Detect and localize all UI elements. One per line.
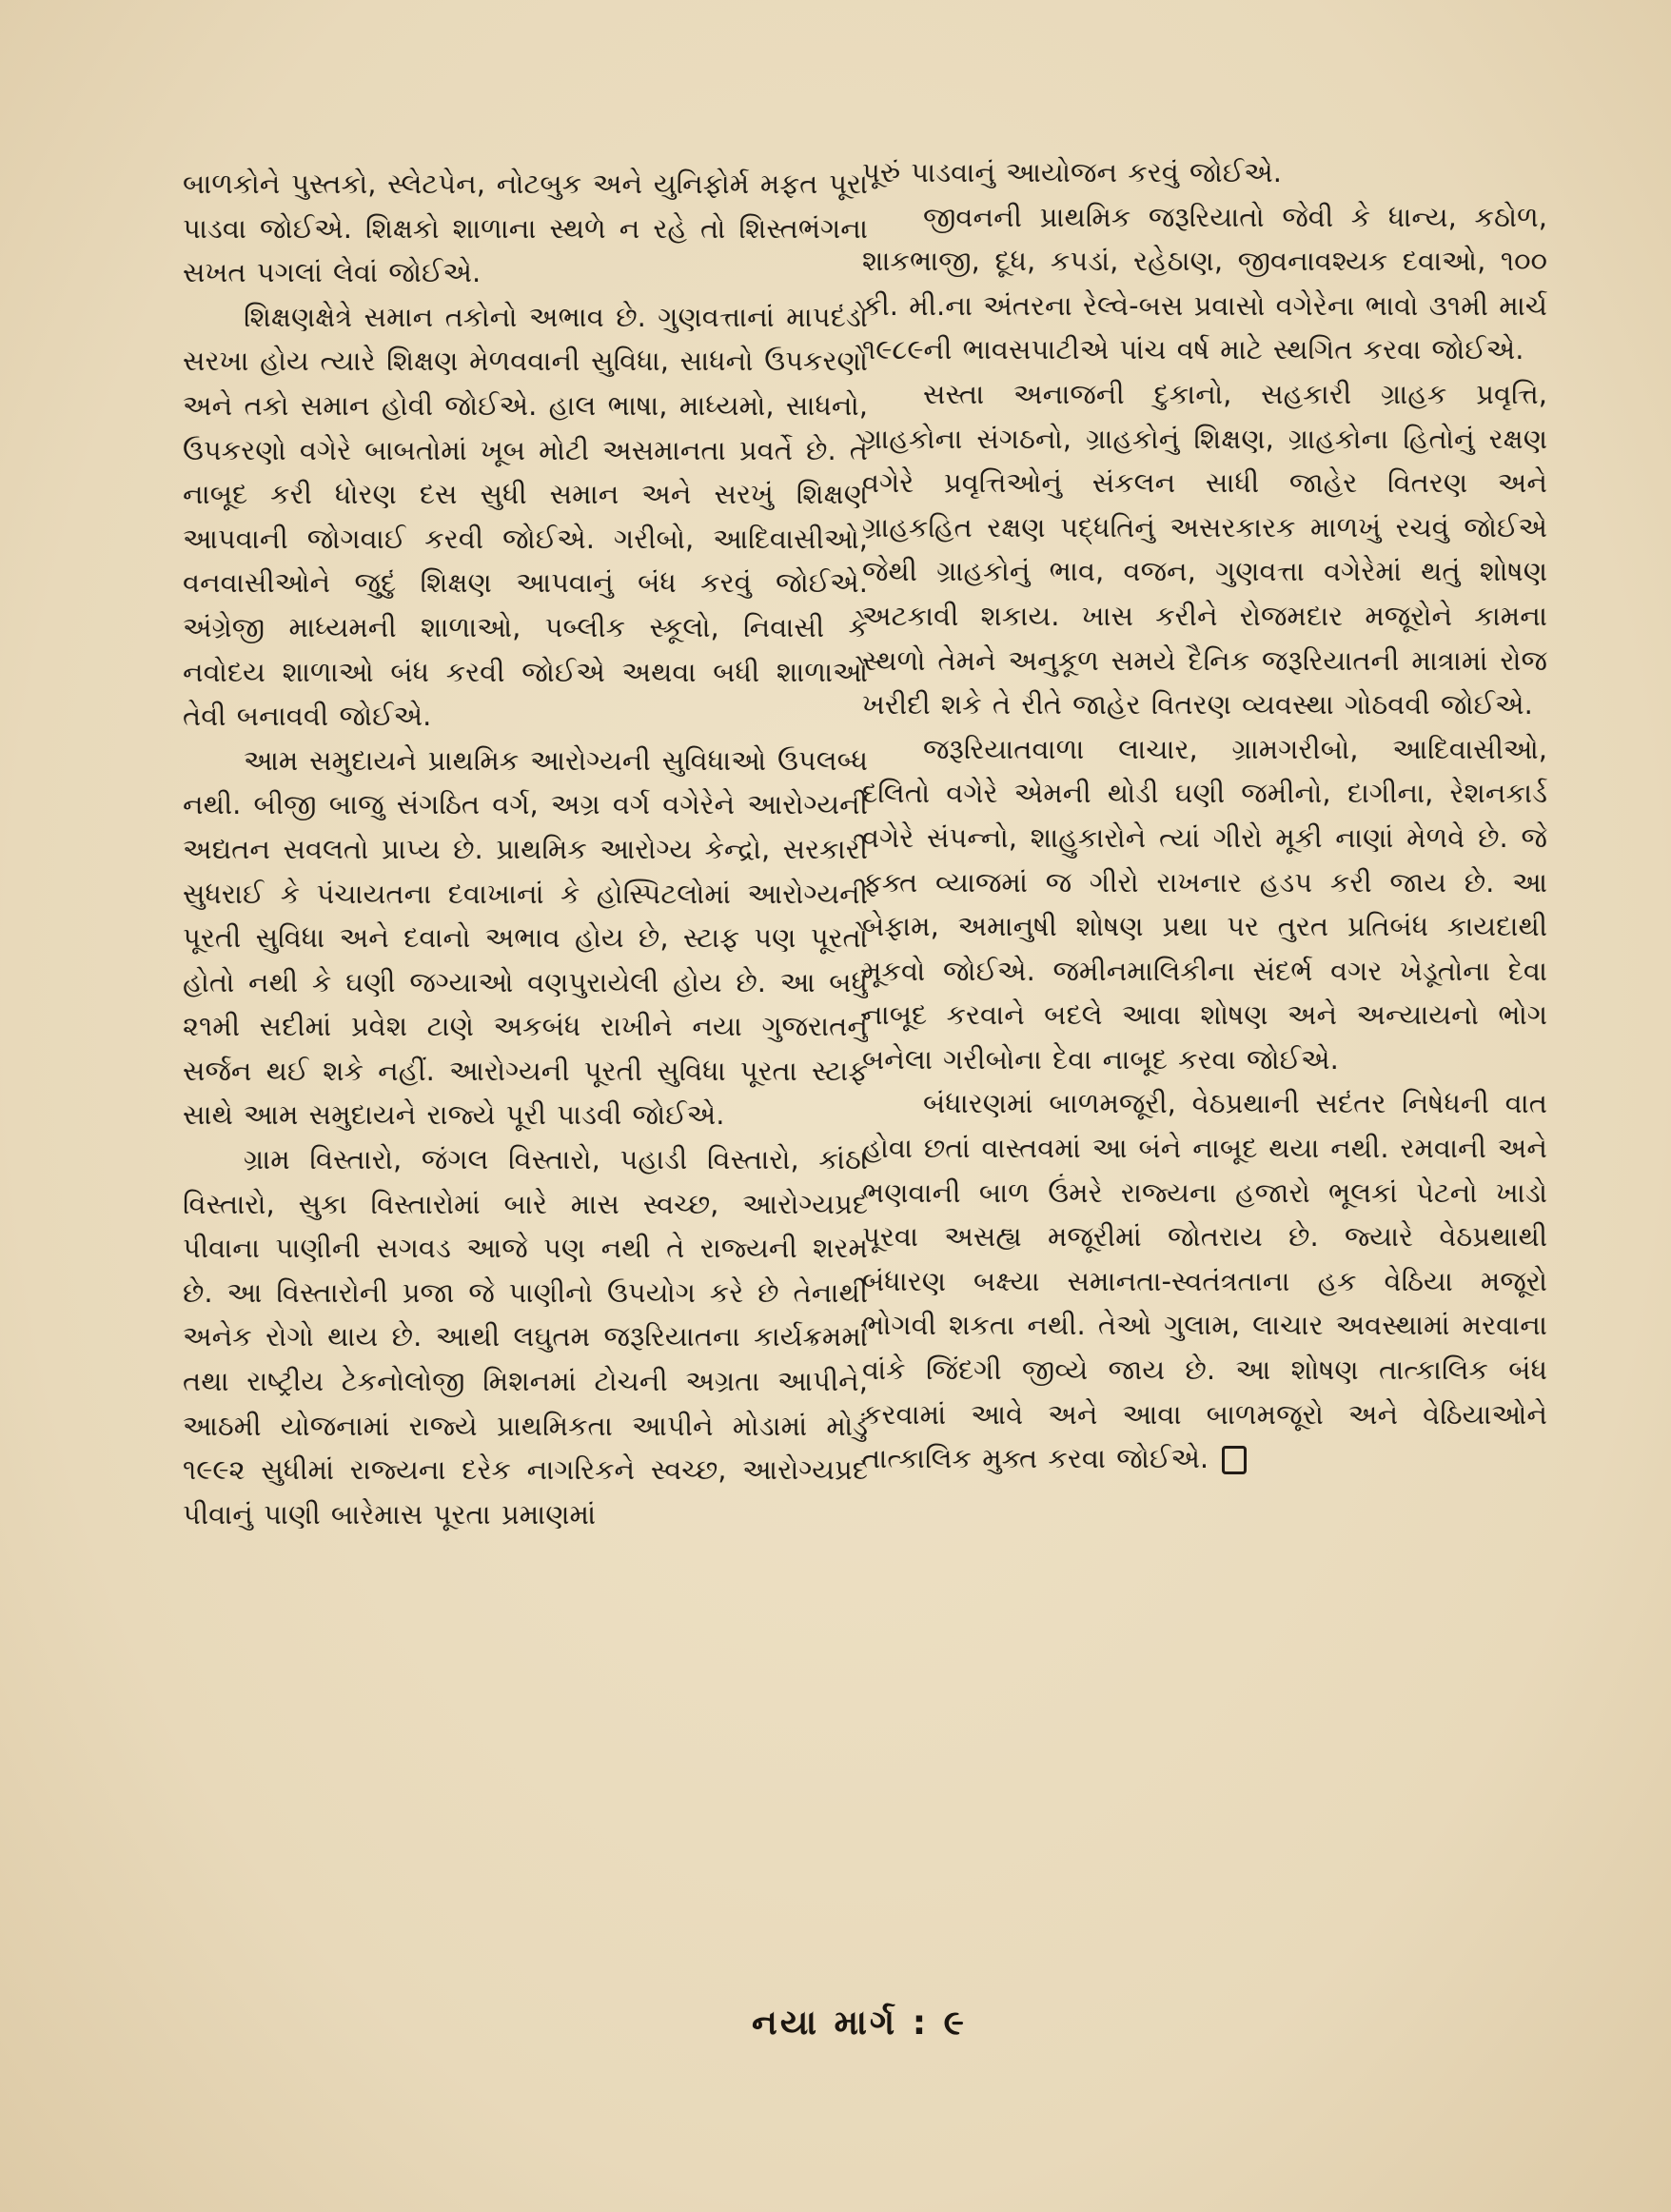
paragraph: શિક્ષણક્ષેત્રે સમાન તકોનો અભાવ છે. ગુણવત્તાનાં માપદંડો સરખા હોય ત્યારે શિક્ષણ મેળવવાની સુવિધા, સાધનો ઉપકરણો અને તકો સમાન હોવી જોઈએ. હાલ ભાષા, માધ્યમો, સાધનો, ઉપકરણો વગેરે બાબતોમાં ખૂબ મોટી અસમાનતા પ્રવર્તે છે. તે નાબૂદ કરી ધોરણ દસ સુધી સમાન અને સરખું શિક્ષણ આપવાની જોગવાઈ કરવી જોઈએ. ગરીબો, આદિવાસીઓ, વનવાસીઓને જુદું શિક્ષણ આપવાનું બંધ કરવું જોઈએ. અંગ્રેજી માધ્યમની શાળાઓ, પબ્લીક સ્કૂલો, નિવાસી કે નવોદય શાળાઓ બંધ કરવી જોઈએ અથવા બધી શાળાઓ તેવી બનાવવી જોઈએ. xyxy=(183,300,868,733)
paragraph: જીવનની પ્રાથમિક જરૂરિયાતો જેવી કે ધાન્ય, કઠોળ, શાકભાજી, દૂધ, કપડાં, રહેઠાણ, જીવનાવશ્યક દવાઓ, ૧૦૦ કી. મી.ના અંતરના રેલ્વે-બસ પ્રવાસો વગેરેના ભાવો ૩૧મી માર્ચ ૧૯૮૯ની ભાવસપાટીએ પાંચ વર્ષ માટે સ્થગિત કરવા જોઈએ. xyxy=(862,200,1547,366)
paragraph-last xyxy=(862,1081,1547,1480)
paragraph: પૂરું પાડવાનું આયોજન કરવું જોઈએ. xyxy=(862,156,1282,188)
paragraph: જરૂરિયાતવાળા લાચાર, ગ્રામગરીબો, આદિવાસીઓ, દલિતો વગેરે એમની થોડી ઘણી જમીનો, દાગીના, રેશનકાર્ડ વગેરે સંપન્નો, શાહુકારોને ત્યાં ગીરો મૂકી નાણાં મેળવે છે. જે ફક્ત વ્યાજમાં જ ગીરો રાખનાર હડપ કરી જાય છે. આ બેફામ, અમાનુષી શોષણ પ્રથા પર તુરત પ્રતિબંધ કાયદાથી મૂકવો જોઈએ. જમીનમાલિકીના સંદર્ભ વગર ખેડૂતોના દેવા નાબૂદ કરવાને બદલે આવા શોષણ અને અન્યાયનો ભોગ બનેલા ગરીબોના દેવા નાબૂદ કરવા જોઈએ. xyxy=(862,732,1547,1076)
paragraph: આમ સમુદાયને પ્રાથમિક આરોગ્યની સુવિધાઓ ઉપલબ્ધ નથી. બીજી બાજુ સંગઠિત વર્ગ, અગ્ર વર્ગ વગેરેને આરોગ્યની અદ્યતન સવલતો પ્રાપ્ય છે. પ્રાથમિક આરોગ્ય કેન્દ્રો, સરકારી સુધરાઈ કે પંચાયતના દવાખાનાં કે હોસ્પિટલોમાં આરોગ્યની પૂરતી સુવિધા અને દવાનો અભાવ હોય છે, સ્ટાફ પણ પૂરતો હોતો નથી કે ઘણી જગ્યાઓ વણપુરાયેલી હોય છે. આ બધું ૨૧મી સદીમાં પ્રવેશ ટાણે અકબંધ રાખીને નયા ગુજરાતનું સર્જન થઈ શકે નહીં. આરોગ્યની પૂરતી સુવિધા પૂરતા સ્ટાફ સાથે આમ સમુદાયને રાજ્યે પૂરી પાડવી જોઈએ. xyxy=(183,743,868,1132)
paragraph: સસ્તા અનાજની દુકાનો, સહકારી ગ્રાહક પ્રવૃત્તિ, ગ્રાહકોના સંગઠનો, ગ્રાહકોનું શિક્ષણ, ગ્રાહકોના હિતોનું રક્ષણ વગેરે પ્રવૃત્તિઓનું સંકલન સાધી જાહેર વિતરણ અને ગ્રાહકહિત રક્ષણ પદ્ધતિનું અસરકારક માળખું રચવું જોઈએ જેથી ગ્રાહકોનું ભાવ, વજન, ગુણવત્તા વગેરેમાં થતું શોષણ અટકાવી શકાય. ખાસ કરીને રોજમદાર મજૂરોને કામના સ્થળો તેમને અનુકૂળ સમયે દૈનિક જરૂરિયાતની માત્રામાં રોજ ખરીદી શકે તે રીતે જાહેર વિતરણ વ્યવસ્થા ગોઠવવી જોઈએ. xyxy=(862,377,1547,721)
end-of-article-icon xyxy=(1222,1446,1247,1474)
left-column xyxy=(183,162,868,1951)
paragraph: ગ્રામ વિસ્તારો, જંગલ વિસ્તારો, પહાડી વિસ્તારો, કાંઠા વિસ્તારો, સુકા વિસ્તારોમાં બારે માસ સ્વચ્છ, આરોગ્યપ્રદ પીવાના પાણીની સગવડ આજે પણ નથી તે રાજ્યની શરમ છે. આ વિસ્તારોની પ્રજા જે પાણીનો ઉપયોગ કરે છે તેનાથી અનેક રોગો થાય છે. આથી લઘુતમ જરૂરિયાતના કાર્યક્રમમાં તથા રાષ્ટ્રીય ટેકનોલોજી મિશનમાં ટોચની અગ્રતા આપીને, આઠમી યોજનામાં રાજ્યે પ્રાથમિકતા આપીને મોડામાં મોડું ૧૯૯૨ સુધીમાં રાજ્યના દરેક નાગરિકને સ્વચ્છ, આરોગ્યપ્રદ પીવાનું પાણી બારેમાસ પૂરતા પ્રમાણમાં xyxy=(183,1143,868,1531)
paragraph-text: બંધારણમાં બાળમજૂરી, વેઠપ્રથાની સદંતર નિષેધની વાત હોવા છતાં વાસ્તવમાં આ બંને નાબૂદ થયા નથી. રમવાની અને ભણવાની બાળ ઉંમરે રાજ્યના હજારો ભૂલકાં પેટનો ખાડો પૂરવા અસહ્ય મજૂરીમાં જોતરાય છે. જ્યારે વેઠપ્રથાથી બંધારણ બક્ષ્યા સમાનતા-સ્વતંત્રતાના હક વેઠિયા મજૂરો ભોગવી શકતા નથી. તેઓ ગુલામ, લાચાર અવસ્થામાં મરવાના વાંકે જિંદગી જીવ્યે જાય છે. આ શોષણ તાત્કાલિક બંધ કરવામાં આવે અને આવા બાળમજૂરો અને વેઠિયાઓને તાત્કાલિક મુક્ત કરવા જોઈએ. xyxy=(862,1087,1547,1475)
right-column xyxy=(862,150,1547,1940)
paragraph: બાળકોને પુસ્તકો, સ્લેટપેન, નોટબુક અને યુનિફોર્મ મફત પૂરા પાડવા જોઈએ. શિક્ષકો શાળાના સ્થળે ન રહે તો શિસ્તભંગના સખત પગલાં લેવાં જોઈએ. xyxy=(183,168,868,289)
page-footer: નયા માર્ગ : ૯ xyxy=(752,2004,967,2043)
